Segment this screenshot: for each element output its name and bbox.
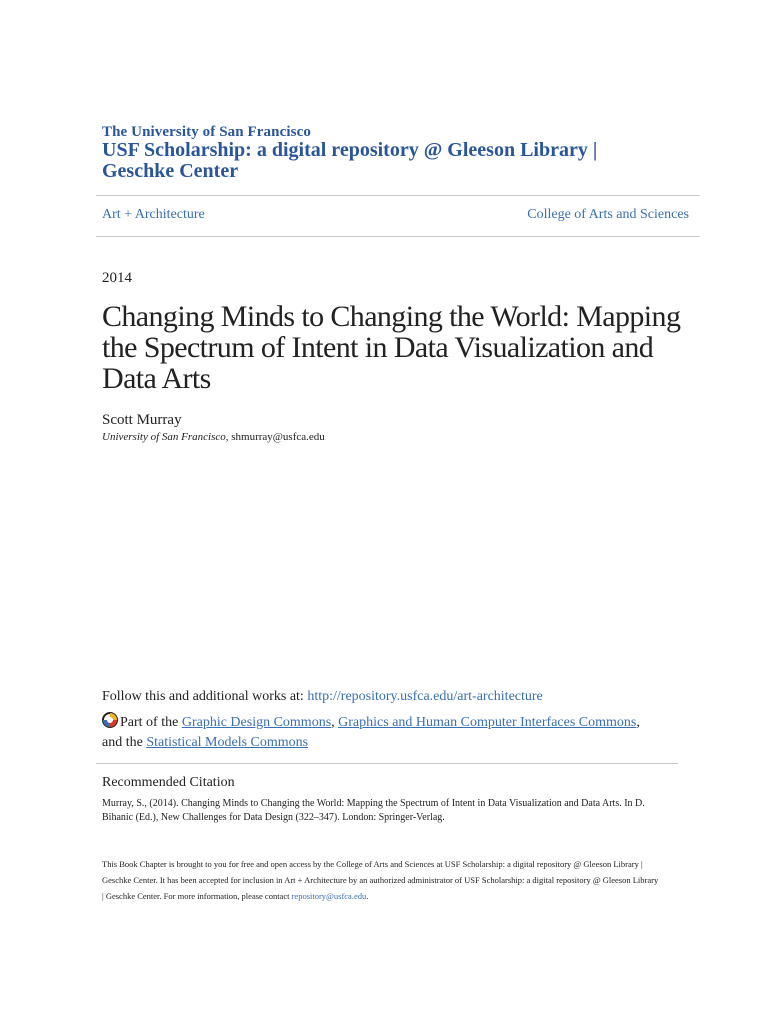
affiliation-email: , shmurray@usfca.edu <box>225 431 325 443</box>
statistical-models-commons-link[interactable]: Statistical Models Commons <box>146 735 309 750</box>
university-name[interactable]: The University of San Francisco <box>102 124 311 140</box>
commons-separator-1: , <box>331 715 339 730</box>
follow-label: Follow this and additional works at: <box>102 689 308 704</box>
divider-nav <box>96 236 700 237</box>
follow-line <box>102 689 543 705</box>
contact-email-link[interactable]: repository@usfca.edu <box>291 891 367 901</box>
commons-list <box>102 712 702 753</box>
author-name: Scott Murray <box>102 412 182 428</box>
commons-network-icon <box>102 712 118 728</box>
and-the-label: and the <box>102 735 147 750</box>
publication-year: 2014 <box>102 270 132 286</box>
repository-title[interactable]: USF Scholarship: a digital repository @ Gleeson Library | Geschke Center <box>102 139 598 182</box>
college-link[interactable]: College of Arts and Sciences <box>527 207 689 222</box>
paper-title: Changing Minds to Changing the World: Mapping the Spectrum of Intent in Data Visualization and Data Arts <box>102 300 681 395</box>
footer-notice <box>102 856 662 904</box>
footer-end: . <box>366 891 369 901</box>
author-affiliation <box>102 431 325 443</box>
graphics-hci-commons-link[interactable]: Graphics and Human Computer Interfaces Commons <box>338 715 637 730</box>
citation-heading: Recommended Citation <box>102 775 235 790</box>
graphic-design-commons-link[interactable]: Graphic Design Commons <box>181 715 332 730</box>
divider-citation <box>96 763 678 764</box>
department-link[interactable]: Art + Architecture <box>102 207 205 222</box>
commons-separator-2: , <box>636 715 640 730</box>
citation-text: Murray, S., (2014). Changing Minds to Changing the World: Mapping the Spectrum of Intent in Data Visualization and Data Arts. In D. Bihanic (Ed.), New Challenges for Data Design (322–347). London: Springer-Verlag. <box>102 798 645 823</box>
follow-url-link[interactable]: http://repository.usfca.edu/art-architecture <box>307 689 543 704</box>
footer-text: This Book Chapter is brought to you for free and open access by the College of Arts and Sciences at USF Scholarship: a digital repository @ Gleeson Library | Geschke Center. It has been accepted for inclusion in Art + Architecture by an authorized administrator of USF Scholarship: a digital repository @ Gleeson Library | Geschke Center. For more information, please contact <box>102 859 659 901</box>
affiliation-institution: University of San Francisco <box>102 431 226 443</box>
divider-top <box>96 195 700 196</box>
part-of-label: Part of the <box>120 715 182 730</box>
